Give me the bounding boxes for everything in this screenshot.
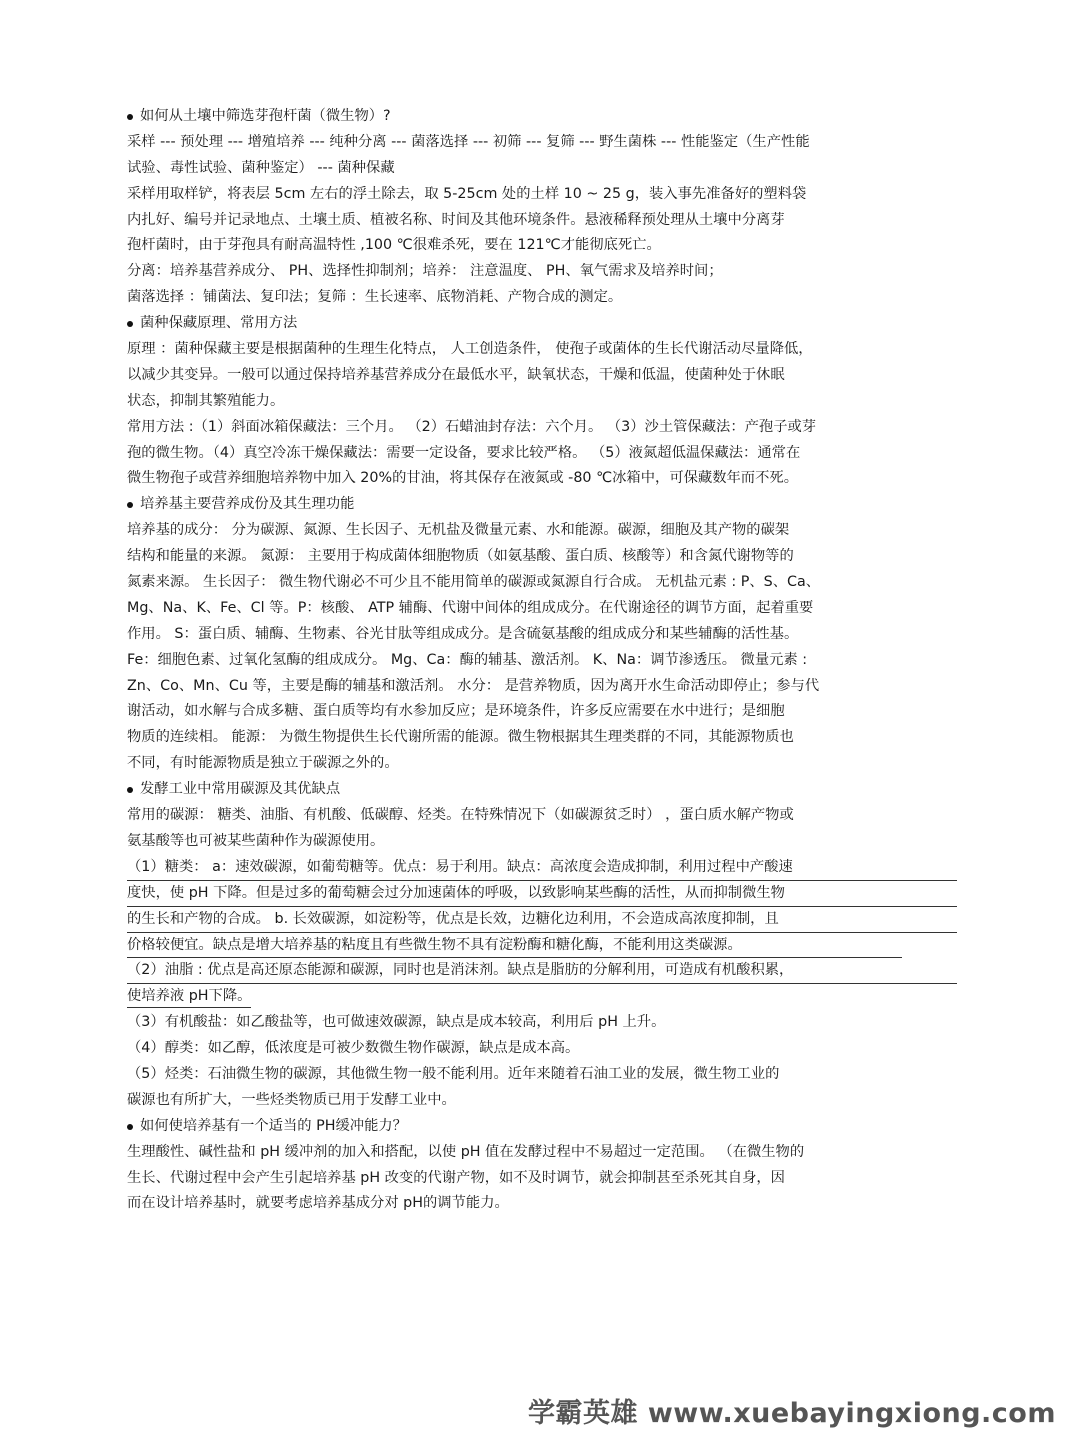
text-line: 孢杆菌时，由于芽孢具有耐高温特性 ,100 ℃很难杀死，要在 121℃才能彻底死亡。 (127, 237, 661, 254)
text-line: 采样 --- 预处理 --- 增殖培养 --- 纯种分离 --- 菌落选择 --- 初筛 --- 复筛 --- 野生菌株 --- 性能鉴定（生产性能 (127, 133, 810, 150)
text-line: 内扎好、编号并记录地点、土壤土质、植被名称、时间及其他环境条件。悬液稀释预处理从土壤中分离芽 (127, 211, 785, 228)
text-line: 氮素来源。 生长因子： 微生物代谢必不可少且不能用简单的碳源或氮源自行合成。 无机盐元素 : P、S、Ca、 (127, 574, 821, 591)
text-line: 以减少其变异。一般可以通过保持培养基营养成分在最低水平，缺氧状态，干燥和低温，使菌种处于休眠 (127, 366, 785, 383)
heading-text: 如何使培养基有一个适当的 PH缓冲能力？ (140, 1117, 407, 1134)
text-line: 生长、代谢过程中会产生引起培养基 pH 改变的代谢产物，如不及时调节，就会抑制甚至杀死其自身，因 (127, 1169, 785, 1186)
document-body (127, 104, 957, 1217)
heading-text: 培养基主要营养成份及其生理功能 (140, 496, 355, 513)
text-line: （5）烃类：石油微生物的碳源，其他微生物一般不能利用。近年来随着石油工业的发展，微生物工业的 (127, 1065, 780, 1082)
text-line: 碳源也有所扩大，一些烃类物质已用于发酵工业中。 (127, 1091, 456, 1108)
text-line: 状态，抑制其繁殖能力。 (127, 392, 285, 409)
bullet-icon (127, 114, 133, 120)
text-line: Fe：细胞色素、过氧化氢酶的组成成分。 Mg、Ca：酶的辅基、激活剂。 K、Na：调节渗透压。 微量元素 : (127, 651, 808, 668)
heading-text: 发酵工业中常用碳源及其优缺点 (140, 781, 341, 798)
text-line: Mg、Na、K、Fe、Cl 等。P：核酸、 ATP 辅酶、代谢中间体的组成成分。在代谢途径的调节方面，起着重要 (127, 599, 814, 616)
text-line: 作用。 S：蛋白质、辅酶、生物素、谷光甘肽等组成成分。是含硫氨基酸的组成成分和某些辅酶的活性基。 (127, 625, 799, 642)
text-line: 采样用取样铲，将表层 5cm 左右的浮土除去，取 5-25cm 处的土样 10 ~ 25 g，装入事先准备好的塑料袋 (127, 185, 807, 202)
text-line: （3）有机酸盐：如乙酸盐等，也可做速效碳源，缺点是成本较高，利用后 pH 上升。 (127, 1014, 666, 1031)
underlined-text-line: 的生长和产物的合成。 b. 长效碳源，如淀粉等，优点是长效，边糖化边利用，不会造成高浓度抑制，且 (127, 907, 957, 933)
bullet-icon (127, 787, 133, 793)
text-line: 氨基酸等也可被某些菌种作为碳源使用。 (127, 832, 385, 849)
text-line: 生理酸性、碱性盐和 pH 缓冲剂的加入和搭配，以使 pH 值在发酵过程中不易超过一定范围。 （在微生物的 (127, 1143, 805, 1160)
site-watermark: 学霸英雄 www.xuebayingxiong.com (527, 1398, 1056, 1429)
underlined-text-line: 价格较便宜。缺点是增大培养基的粘度且有些微生物不具有淀粉酶和糖化酶，不能利用这类碳源。 (127, 933, 902, 959)
text-line: （4）醇类：如乙醇，低浓度是可被少数微生物作碳源，缺点是成本高。 (127, 1040, 580, 1057)
bullet-icon (127, 502, 133, 508)
section-heading (127, 311, 957, 337)
underlined-text: 使培养液 pH下降。 (127, 985, 251, 1008)
text-line: 常用方法 :（1）斜面冰箱保藏法：三个月。 （2）石蜡油封存法：六个月。 （3）沙土管保藏法：产孢子或芽 (127, 418, 817, 435)
section-heading (127, 104, 957, 130)
heading-text: 菌种保藏原理、常用方法 (140, 315, 298, 332)
text-line: 而在设计培养基时，就要考虑培养基成分对 pH的调节能力。 (127, 1195, 509, 1212)
text-line: 菌落选择 ：铺菌法、复印法；复筛 ：生长速率、底物消耗、产物合成的测定。 (127, 289, 623, 306)
text-line: 分离：培养基营养成分、 PH、选择性抑制剂；培养： 注意温度、 PH、氧气需求及培养时间； (127, 263, 723, 280)
text-line: Zn、Co、Mn、Cu 等，主要是酶的辅基和激活剂。 水分： 是营养物质，因为离开水生命活动即停止；参与代 (127, 677, 820, 694)
bullet-icon (127, 321, 133, 327)
text-line: 微生物孢子或营养细胞培养物中加入 20%的甘油，将其保存在液氮或 -80 ℃冰箱中，可保藏数年而不死。 (127, 470, 798, 487)
heading-text: 如何从土壤中筛选芽孢杆菌（微生物）? (140, 108, 391, 124)
bullet-icon (127, 1124, 133, 1130)
text-line: 物质的连续相。 能源： 为微生物提供生长代谢所需的能源。微生物根据其生理类群的不同，其能源物质也 (127, 729, 794, 746)
text-line: 试验、毒性试验、菌种鉴定） --- 菌种保藏 (127, 159, 395, 176)
text-line: 不同，有时能源物质是独立于碳源之外的。 (127, 755, 399, 772)
text-line: 培养基的成分： 分为碳源、氮源、生长因子、无机盐及微量元素、水和能源。碳源，细胞及其产物的碳架 (127, 522, 790, 539)
section-heading (127, 1114, 957, 1140)
text-line: 谢活动，如水解与合成多糖、蛋白质等均有水参加反应；是环境条件，许多反应需要在水中进行；是细胞 (127, 703, 785, 720)
section-heading (127, 777, 957, 803)
underlined-text-line: 度快，使 pH 下降。但是过多的葡萄糖会过分加速菌体的呼吸，以致影响某些酶的活性，从而抑制微生物 (127, 881, 957, 907)
section-heading (127, 492, 957, 518)
text-line: 孢的微生物。（4）真空冷冻干燥保藏法：需要一定设备，要求比较严格。 （5）液氮超低温保藏法：通常在 (127, 444, 801, 461)
underlined-text-line: （2）油脂 : 优点是高还原态能源和碳源，同时也是消沫剂。缺点是脂肪的分解利用，可造成有机酸积累， (127, 958, 957, 984)
text-line (127, 984, 957, 1010)
text-line: 原理 ：菌种保藏主要是根据菌种的生理生化特点， 人工创造条件， 使孢子或菌体的生长代谢活动尽量降低， (127, 341, 813, 358)
underlined-text-line: （1）糖类： a：速效碳源，如葡萄糖等。优点：易于利用。缺点：高浓度会造成抑制，利用过程中产酸速 (127, 855, 957, 881)
text-line: 常用的碳源： 糖类、油脂、有机酸、低碳醇、烃类。在特殊情况下（如碳源贫乏时） ，蛋白质水解产物或 (127, 807, 794, 824)
text-line: 结构和能量的来源。 氮源： 主要用于构成菌体细胞物质（如氨基酸、蛋白质、核酸等）和含氮代谢物等的 (127, 548, 794, 565)
